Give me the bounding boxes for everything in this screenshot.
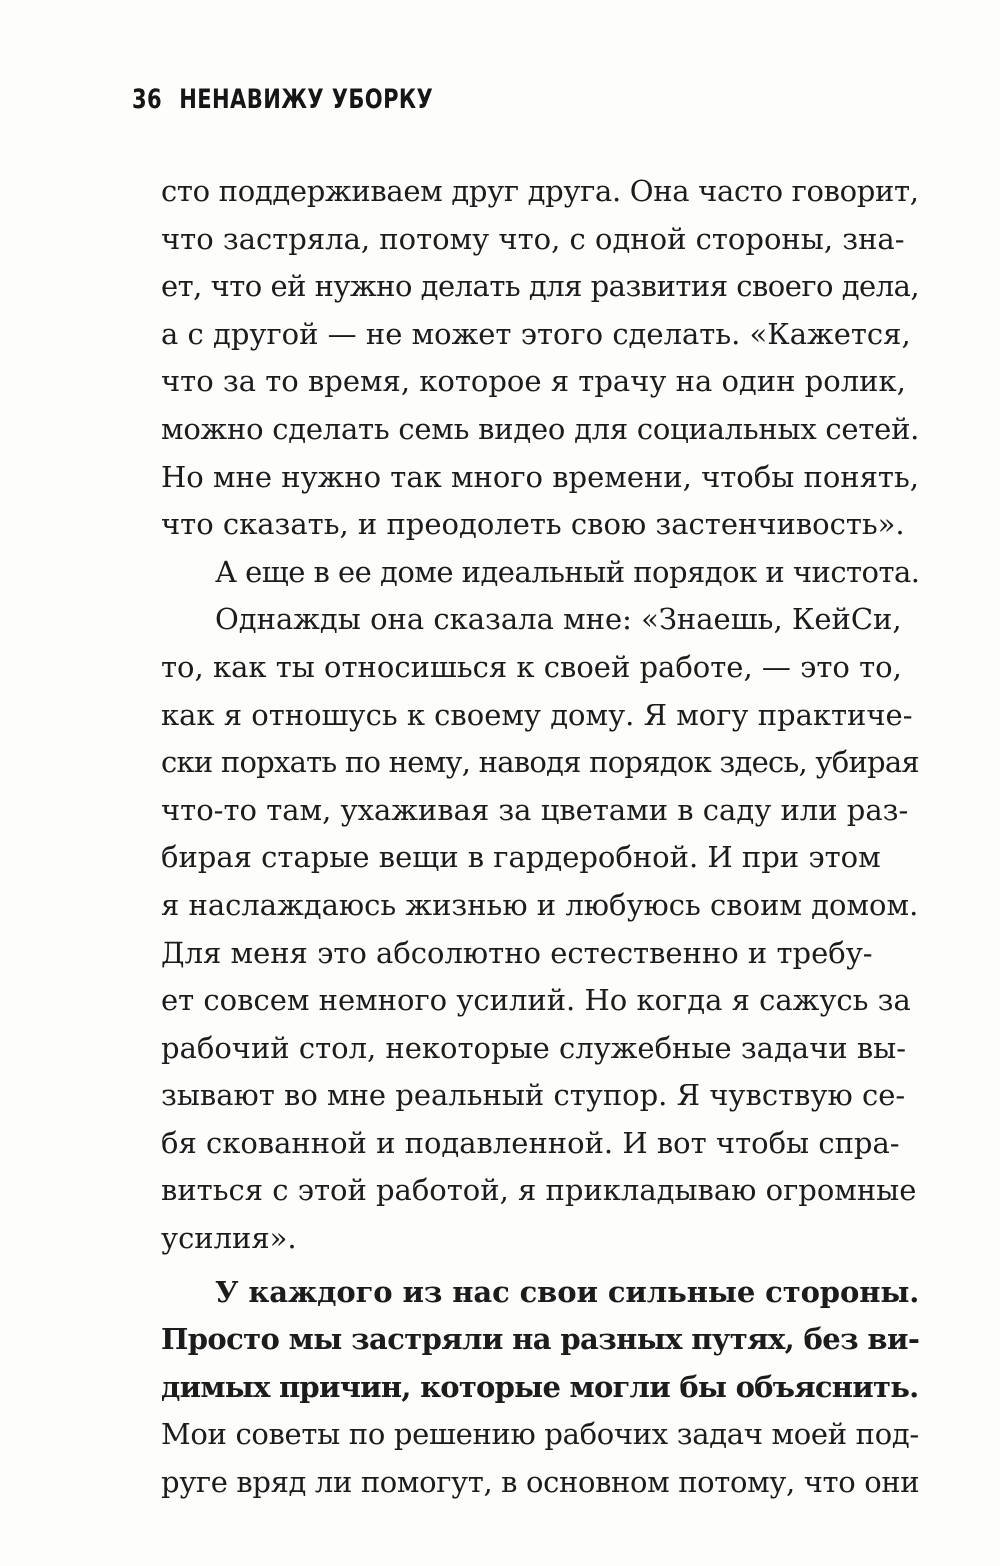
text-line: рабочий стол, некоторые служебные задачи вы- xyxy=(161,1030,907,1065)
bold-text-line: Просто мы застряли на разных путях, без ви- xyxy=(161,1322,920,1357)
text-line: Для меня это абсолютно естественно и требу- xyxy=(161,935,873,970)
text-line: сто поддерживаем друг друга. Она часто говорит, xyxy=(161,174,919,208)
bold-text-line: димых причин, которые могли бы объяснить. xyxy=(161,1369,919,1404)
text-line: что за то время, которое я трачу на один ролик, xyxy=(161,364,906,399)
text-line: можно сделать семь видео для социальных сетей. xyxy=(161,411,920,446)
text-line: что застряла, потому что, с одной стороны, зна- xyxy=(161,221,905,256)
text-line: что сказать, и преодолеть свою застенчивость». xyxy=(161,507,905,542)
text-line: Но мне нужно так много времени, чтобы понять, xyxy=(161,459,919,494)
text-line: а с другой — не может этого сделать. «Кажется, xyxy=(161,316,911,351)
text-line: руге вряд ли помогут, в основном потому, что они xyxy=(161,1465,920,1500)
text-line: зывают во мне реальный ступор. Я чувствую се- xyxy=(161,1078,906,1113)
text-line: Мои советы по решению рабочих задач моей под- xyxy=(161,1417,919,1452)
text-line: бя скованной и подавленной. И вот чтобы спра- xyxy=(161,1125,900,1160)
body-text xyxy=(161,168,919,1507)
text-line: я наслаждаюсь жизнью и любуюсь своим домом. xyxy=(161,887,919,922)
text-line: то, как ты относишься к своей работе, — это то, xyxy=(161,649,902,684)
text-line: ет, что ей нужно делать для развития своего дела, xyxy=(161,269,920,304)
text-line: ет совсем немного усилий. Но когда я сажусь за xyxy=(161,983,911,1018)
page-number: 36 xyxy=(132,84,163,115)
text-line: бирая старые вещи в гардеробной. И при этом xyxy=(161,840,881,875)
text-line: виться с этой работой, я прикладываю огромные xyxy=(161,1173,917,1208)
text-line: как я отношусь к своему дому. Я могу практиче- xyxy=(161,697,913,732)
text-line: ски порхать по нему, наводя порядок здесь, убирая xyxy=(161,745,919,780)
text-line: А еще в ее доме идеальный порядок и чистота. xyxy=(215,554,920,589)
text-line: усилия». xyxy=(161,1221,297,1256)
running-title: НЕНАВИЖУ УБОРКУ xyxy=(179,84,434,115)
bold-text-line: У каждого из нас свои сильные стороны. xyxy=(215,1274,920,1309)
text-line: что-то там, ухаживая за цветами в саду или раз- xyxy=(161,792,909,827)
running-head xyxy=(132,84,433,115)
text-line: Однажды она сказала мне: «Знаешь, КейСи, xyxy=(215,602,902,637)
